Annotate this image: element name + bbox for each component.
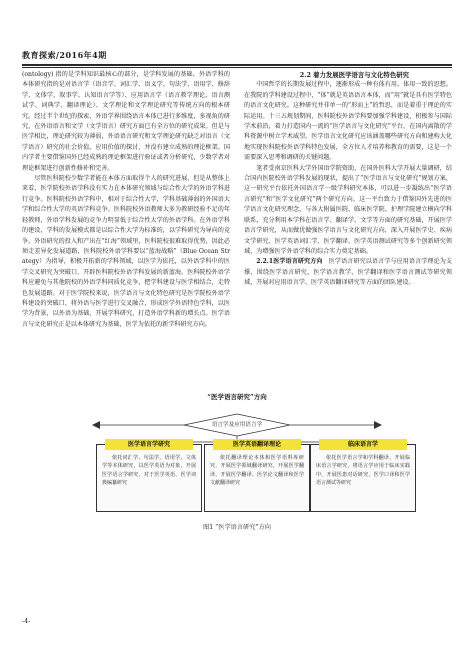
paragraph [22,174,230,330]
figure-caption: 图1 “医学语言研究”方向 [203,524,271,531]
paragraph-text: 中国哲学的长期发展过程中，逐渐形成一种有体有用、体用一致的思想。在我院的学科建设过程中，“体”就是英语语言本体，而“用”就是具有医学特色的语言文化研究。这种研究并非单一的“形而上”的哲思，而是着重于理论的实际运用。十三五规划期间，医科院校外语学科要加强学科建设，积极参与国际学术前沿，着力打造国内一流的“医学语言与文化研究”平台，在国内离散的学科资源中树立学术威望。医学语言文化研究应该涵盖哪些研究方向和建构大化地实现医科院校外语学科特色发展，全方位人才培养和教育的需要，这是一个需要深入思考和调研的关键问题。 [244,81,452,162]
right-column [244,70,452,289]
figure [0,392,474,592]
box-text: 依托医学语言学和学科翻译，开展临床语言学研究，将语言学应用于临床实践中，开展医患对话研究，医学口译和医学语言测试等研究 [316,455,410,487]
arrow-left-icon [92,421,100,429]
paragraph-text: (ontology) 指的是学科知识最核心的部分，是学科发展的基础。外语学科的本体研究指的是对语言学（语音学、词汇学、语义学、句法学、语用学、修辞学、文体学、叙事学、认知语言学等）、应用语言学（语言教学理论、语言测试学、词典学、翻译理论）、文学理论和文学理论研究等传统方向的根本研究。经过半个世纪的探索，外语学界围绕语言本体已进行多维度、多视角的研究，在外语语言和文学（文学语言）研究方面已有全方位的研究成果。但是与医学相比，理论研究较为薄弱，外语语言研究和文学理论研究缺乏对语言（文学语言）研究的社会价值、应用价值的探讨，并没有建立成熟的理论框架。国内学者主要借鉴国外已经成熟的理论框架进行验证或者分析研究，少数学者对理论框架进行创新性修补和完善。 [22,71,230,172]
box-title: 医学英语翻译理论 [213,439,301,450]
box-medical-linguistics [96,441,202,512]
paragraph [244,257,452,288]
box-title: 临床语言学 [319,439,407,450]
paragraph [244,164,452,258]
box-clinical-linguistics [310,441,416,512]
header-rule-thin [22,67,452,68]
page-number: -4- [22,617,31,625]
left-column [22,70,230,330]
box-title: 医学语言学研究 [105,439,193,450]
header-rule-thick [22,64,452,66]
section-title: 2.2 着力发展医学语言与文化特色研究 [299,71,409,79]
paragraph-text: 笔者受南京医科大学外国语学院资助，在国外医科大学开展大量调研，结合国内医院校外语学科发展的现状，提出了“医学语言与文化研究”规划方案，这一研究平台依托外国语言学一级学科研究本体，可以进一步凝练出“医学语言研究”和“医学文化研究”两个研究方向。这一平台致力于借鉴国外先进的医学语言文化研究理念，与各大附属医院、临床医学院、护理学院建立横向学科联系，充分利用本学科在语言学、翻译学、文学等方面的研究基础，开展医学语言学研究，从而做优做强医学语言与文化研究方向，深入开展医学史、疾病文学研究、医学英语词汇学、医学翻译、医学英语测试研究等多个创新研究领域，为增强医学外语学科的综合实力奠定基础。 [244,164,452,255]
paragraph-text: 医学语言研究以语言学与应用语言学理论为支撑，围绕医学语言研究、医学语言教学、医学翻译和医学语言测试等研究领域，开展对应用语言学、医学英语翻译研究等方面的团队建设。 [244,258,452,287]
right-paragraphs [244,80,452,288]
subsection-title: 2.2.1医学语言研究方向 [256,258,323,266]
paragraph [22,70,230,174]
box-medical-translation [204,441,310,512]
diamond-label: 语言学及应用语言学 [211,422,263,428]
journal-header: 教育探索/2016年4期 [22,50,107,60]
figure-title: “医学语言研究”方向 [207,393,267,401]
arrow-right-icon [374,421,382,429]
box-text: 依托翻译理论本体和医学语料库研究，开展医学领域翻译研究，开展医学翻译，开展医学翻译、医学论文翻译和医学文献翻译研究 [210,455,304,487]
box-text: 依托词汇学、句法学、语用学、文体学等本体研究，以医学英语为对象，开展医学语言学研究，对于医学英语、医学词典编纂研究 [102,455,196,487]
paragraph [244,80,452,163]
paragraph-text: 尽管医科院校少数学者能在本体方面取得个人的研究进展，但是从整体上来看，医学院校外语学科没有实力在本体研究领域与综合性大学的外语学科进行竞争。医科院校外语学科中，相对于综合性大学，学科基础薄弱的外国语大学和综合性大学的英语学科竞争。医科院校外语教师大多为教研经验不足的年轻教师，外语学科发展的竞争力明显低于综合性大学的外语学科。在外语学科的建设，学科的发展模式都是以综合性大学为标准的，以学科研究为导向的竞争，外语研究的投入和产出在“红海”领域里，医科院校很难取得优势，因此必须走差异化发展道路，医科院校外语学科要以“蓝海战略”（Blue Ocean Strategy）为指导，积极开拓新的学科领域，以医学为依托，以外语学科中的医学交叉研究为突破口，开辟医科院校外语学科发展的新蓝海。医科院校外语学科应避免与其他院校的外语学科同质化竞争，把学科建设与医学相结合，走特色发展道路。对于医学院校来说，医学语言与文化特色研究是医学院校外语学科建设的突破口，将外语与医学进行交叉融合，形成医学外语特色学科，以医学为背景，以外语为基础，开展学科研究，打造外语学科新的增长点。医学语言与文化研究正是以本体研究为基础，医学为依托的新学科研究方向。 [22,175,230,328]
